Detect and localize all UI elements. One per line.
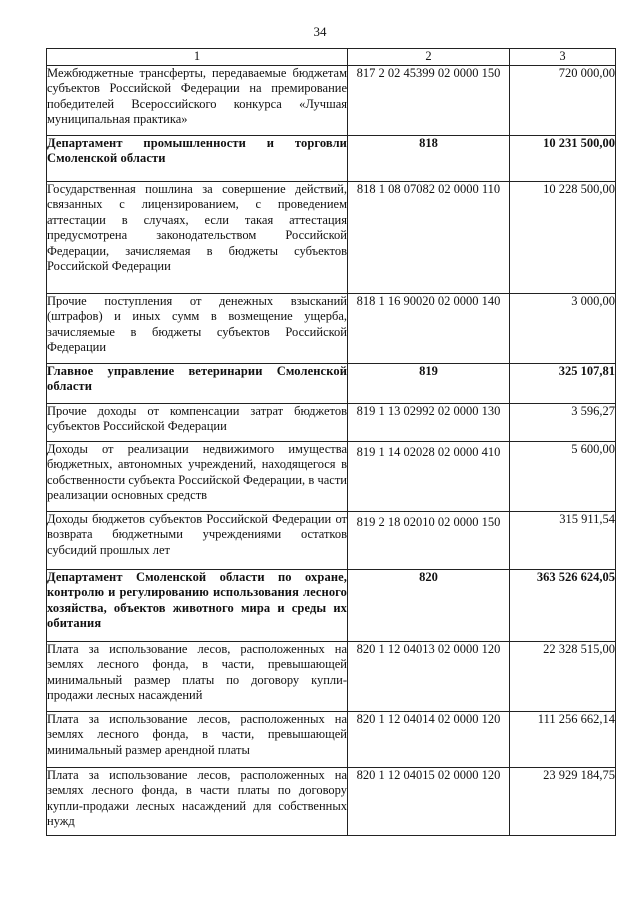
revenue-row [47, 181, 616, 293]
row-code: 817 2 02 45399 02 0000 150 [348, 65, 510, 135]
revenue-row [47, 65, 616, 135]
column-header-3: 3 [510, 49, 616, 66]
row-code: 820 1 12 04015 02 0000 120 [348, 767, 510, 835]
row-amount: 5 600,00 [510, 441, 616, 511]
revenue-row [47, 293, 616, 363]
row-description: Департамент промышленности и торговли Смоленской области [47, 135, 348, 181]
row-description: Плата за использование лесов, расположенных на землях лесного фонда, в части, превышающей минимальный размер платы по договору купли-продажи лесных насаждений [47, 641, 348, 711]
row-code: 820 1 12 04014 02 0000 120 [348, 711, 510, 767]
row-amount: 22 328 515,00 [510, 641, 616, 711]
column-header-1: 1 [47, 49, 348, 66]
row-amount: 10 228 500,00 [510, 181, 616, 293]
row-description: Прочие поступления от денежных взысканий (штрафов) и иных сумм в возмещение ущерба, зачисляемые в бюджеты субъектов Российской Федерации [47, 293, 348, 363]
row-amount: 10 231 500,00 [510, 135, 616, 181]
row-amount: 111 256 662,14 [510, 711, 616, 767]
row-code: 819 1 13 02992 02 0000 130 [348, 403, 510, 441]
row-code: 820 1 12 04013 02 0000 120 [348, 641, 510, 711]
revenue-row [47, 711, 616, 767]
row-amount: 325 107,81 [510, 363, 616, 403]
revenue-row [47, 641, 616, 711]
revenue-row [47, 441, 616, 511]
row-description: Плата за использование лесов, расположенных на землях лесного фонда, в части, превышающей минимальный размер арендной платы [47, 711, 348, 767]
revenue-row [47, 767, 616, 835]
page-number: 34 [313, 24, 327, 39]
department-row [47, 363, 616, 403]
department-row [47, 135, 616, 181]
row-code: 819 2 18 02010 02 0000 150 [348, 511, 510, 569]
row-description: Доходы от реализации недвижимого имущества бюджетных, автономных учреждений, находящегося в собственности субъекта Российской Федерации, в части реализации основных средств [47, 441, 348, 511]
table-header-row [47, 49, 616, 66]
row-description: Доходы бюджетов субъектов Российской Федерации от возврата бюджетными учреждениями остатков субсидий прошлых лет [47, 511, 348, 569]
row-description: Прочие доходы от компенсации затрат бюджетов субъектов Российской Федерации [47, 403, 348, 441]
row-code: 818 [348, 135, 510, 181]
department-row [47, 569, 616, 641]
row-description: Межбюджетные трансферты, передаваемые бюджетам субъектов Российской Федерации на премирование победителей Всероссийского конкурса «Лучшая муниципальная практика» [47, 65, 348, 135]
revenue-row [47, 403, 616, 441]
row-amount: 315 911,54 [510, 511, 616, 569]
row-code: 818 1 16 90020 02 0000 140 [348, 293, 510, 363]
row-amount: 3 000,00 [510, 293, 616, 363]
row-description: Плата за использование лесов, расположенных на землях лесного фонда, в части платы по договору купли-продажи лесных насаждений для собственных нужд [47, 767, 348, 835]
row-code: 818 1 08 07082 02 0000 110 [348, 181, 510, 293]
row-description: Государственная пошлина за совершение действий, связанных с лицензированием, с проведением аттестации в случаях, если такая аттестация предусмотрена законодательством Российской Федерации, зачисляемая в бюджеты субъектов Российской Федерации [47, 181, 348, 293]
row-amount: 23 929 184,75 [510, 767, 616, 835]
row-code: 819 1 14 02028 02 0000 410 [348, 441, 510, 511]
row-code: 819 [348, 363, 510, 403]
row-amount: 363 526 624,05 [510, 569, 616, 641]
row-description: Департамент Смоленской области по охране, контролю и регулированию использования лесного хозяйства, объектов животного мира и среды их обитания [47, 569, 348, 641]
row-code: 820 [348, 569, 510, 641]
revenue-row [47, 511, 616, 569]
column-header-2: 2 [348, 49, 510, 66]
row-description: Главное управление ветеринарии Смоленской области [47, 363, 348, 403]
row-amount: 720 000,00 [510, 65, 616, 135]
revenue-table [46, 48, 616, 836]
row-amount: 3 596,27 [510, 403, 616, 441]
